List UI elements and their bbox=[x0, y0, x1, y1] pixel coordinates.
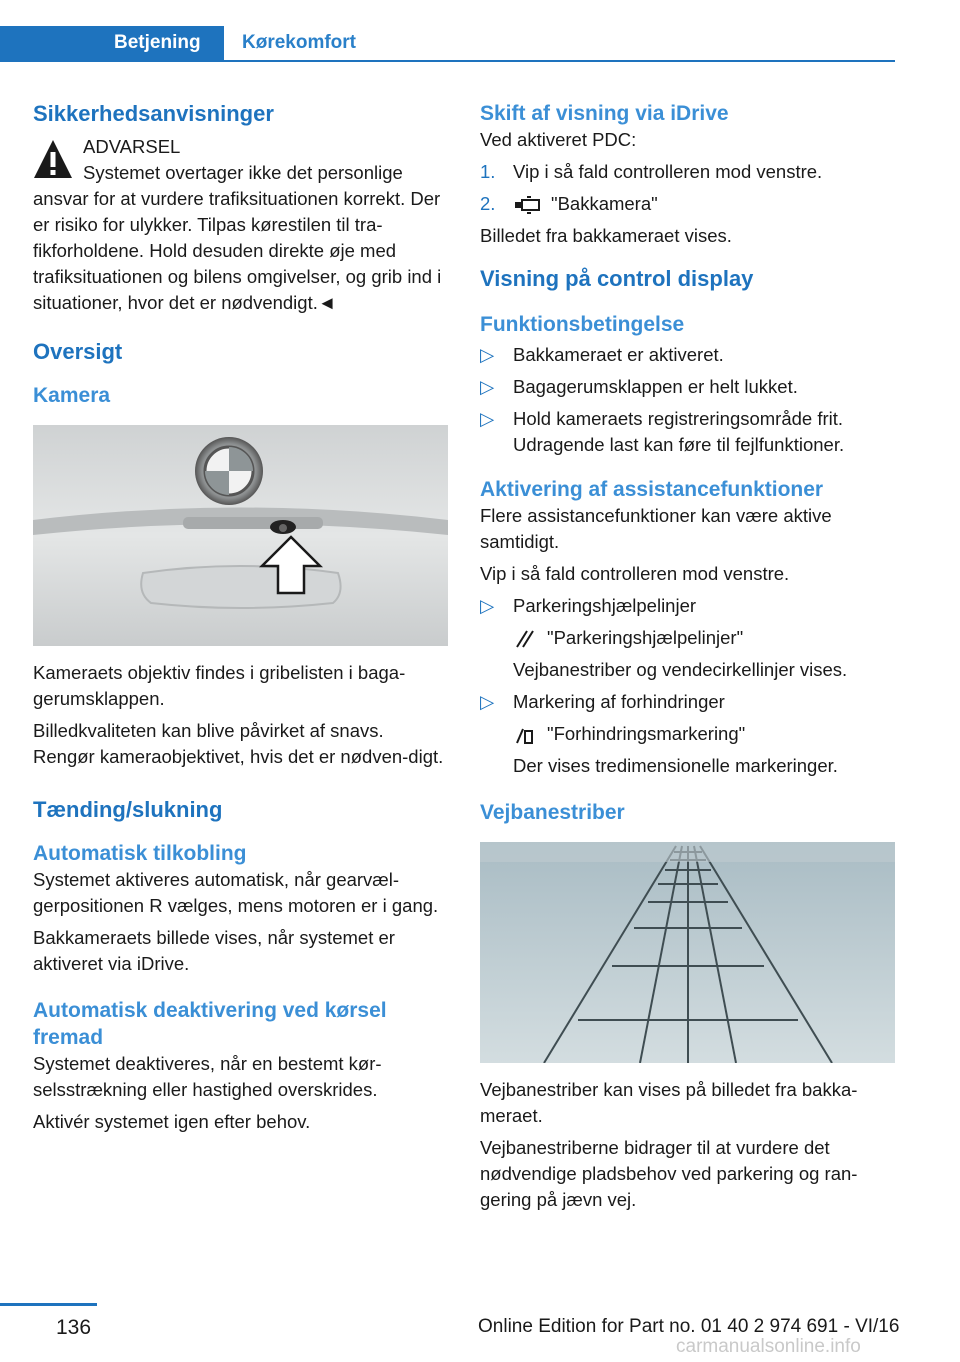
header-tabs bbox=[0, 26, 895, 62]
heading-overview: Oversigt bbox=[33, 339, 123, 364]
menu-entry: "Forhindringsmarkering" bbox=[513, 721, 896, 747]
menu-entry: "Parkeringshjælpelinjer" bbox=[513, 625, 896, 651]
step-text: "Bakkamera" bbox=[551, 193, 658, 214]
step-number: 2. bbox=[480, 193, 496, 214]
parking-lines-icon bbox=[513, 629, 537, 649]
step-text: Vip i så fald controlleren mod venstre. bbox=[513, 161, 823, 182]
bullet-icon: ▷ bbox=[480, 344, 495, 365]
list-item bbox=[480, 159, 896, 185]
camera-text-2: Billedkvaliteten kan blive påvirket af snavs. Rengør kameraobjektivet, hvis det er nødven-digt. bbox=[33, 720, 444, 767]
heading-switch-view: Skift af visning via iDrive bbox=[480, 102, 729, 125]
warning-triangle-icon bbox=[33, 138, 73, 180]
bullet-icon: ▷ bbox=[480, 408, 495, 429]
bullet-icon: ▷ bbox=[480, 691, 495, 712]
list-item: ▷ Markering af forhindringer "Forhindringsmarkering" Der vises tredimensionelle markeringer. bbox=[480, 689, 896, 779]
watermark: carmanualsonline.info bbox=[676, 1336, 861, 1357]
lanes-text-1: Vejbanestriber kan vises på billedet fra bakka-meraet. bbox=[480, 1079, 858, 1126]
heading-safety: Sikkerhedsanvisninger bbox=[33, 101, 274, 126]
auto-off-text-2: Aktivér systemet igen efter behov. bbox=[33, 1111, 311, 1132]
tab-betjening-label: Betjening bbox=[114, 32, 201, 53]
list-item: ▷ Hold kameraets registreringsområde frit. Udragende last kan føre til fejlfunktioner. bbox=[480, 408, 845, 455]
switch-after: Billedet fra bakkameraet vises. bbox=[480, 225, 732, 246]
rear-camera-icon bbox=[513, 195, 541, 215]
list-item bbox=[480, 191, 896, 217]
heading-on-off: Tænding/slukning bbox=[33, 797, 223, 822]
auto-on-text-2: Bakkameraets billede vises, når systemet er aktiveret via iDrive. bbox=[33, 927, 395, 974]
warning-line1: Systemet overtager ikke det personlige bbox=[83, 162, 403, 183]
warning-block bbox=[33, 134, 448, 316]
lanes-text-2: Vejbanestriberne bidrager til at vurdere det nødvendige pladsbehov ved parkering og ran-gering på jævn vej. bbox=[480, 1137, 858, 1210]
left-column bbox=[33, 100, 448, 1135]
activate-text-2: Vip i så fald controlleren mod venstre. bbox=[480, 563, 790, 584]
tab-korekomfort[interactable]: Kørekomfort bbox=[242, 32, 357, 53]
heading-auto-on: Automatisk tilkobling bbox=[33, 842, 247, 865]
camera-text-1: Kameraets objektiv findes i gribelisten i baga-gerumsklappen. bbox=[33, 662, 406, 709]
obstacle-marking-icon bbox=[513, 725, 537, 745]
right-column bbox=[480, 100, 896, 1213]
edition-text: Online Edition for Part no. 01 40 2 974 691 - VI/16 bbox=[478, 1316, 900, 1337]
activate-text-1: Flere assistancefunktioner kan være aktive samtidigt. bbox=[480, 505, 832, 552]
heading-display: Visning på control display bbox=[480, 266, 754, 291]
warning-title: ADVARSEL bbox=[83, 136, 181, 157]
auto-off-text-1: Systemet deaktiveres, når en bestemt kør-selsstrækning eller hastighed overskrides. bbox=[33, 1053, 382, 1100]
footer-rule bbox=[0, 1303, 97, 1306]
functions-list bbox=[480, 593, 896, 779]
bullet-icon: ▷ bbox=[480, 595, 495, 616]
auto-on-text-1: Systemet aktiveres automatisk, når gearvæl-gerpositionen R vælges, mens motoren er i gang. bbox=[33, 869, 439, 916]
list-item: ▷ Bakkameraet er aktiveret. bbox=[480, 342, 896, 368]
conditions-list bbox=[480, 342, 896, 458]
heading-auto-off: Automatisk deaktivering ved kørsel fremad bbox=[33, 999, 387, 1049]
tab-betjening[interactable] bbox=[0, 26, 224, 62]
lanes-image bbox=[480, 842, 895, 1063]
bullet-icon: ▷ bbox=[480, 376, 495, 397]
warning-text: ansvar for at vurdere trafiksituationen korrekt. Der er risiko for ulykker. Tilpas kørestilen til tra-fikforholdene. Hold desuden direkte øje med trafiksituationen og bilens omgivelser, og grib ind i situationer, hvor det er nødvendigt.◄ bbox=[33, 188, 442, 313]
switch-steps bbox=[480, 159, 896, 217]
heading-activate: Aktivering af assistancefunktioner bbox=[480, 478, 824, 501]
switch-intro: Ved aktiveret PDC: bbox=[480, 129, 637, 150]
camera-photo bbox=[33, 425, 448, 646]
list-item: ▷ Bagagerumsklappen er helt lukket. bbox=[480, 374, 896, 400]
step-number: 1. bbox=[480, 161, 496, 182]
header-rule bbox=[0, 60, 895, 62]
list-item: ▷ Parkeringshjælpelinjer "Parkeringshjælpelinjer" Vejbanestriber og vendecirkellinjer vises. bbox=[480, 593, 896, 683]
heading-conditions: Funktionsbetingelse bbox=[480, 313, 685, 336]
heading-lanes: Vejbanestriber bbox=[480, 801, 625, 824]
heading-camera: Kamera bbox=[33, 384, 111, 407]
page-number: 136 bbox=[56, 1316, 92, 1339]
